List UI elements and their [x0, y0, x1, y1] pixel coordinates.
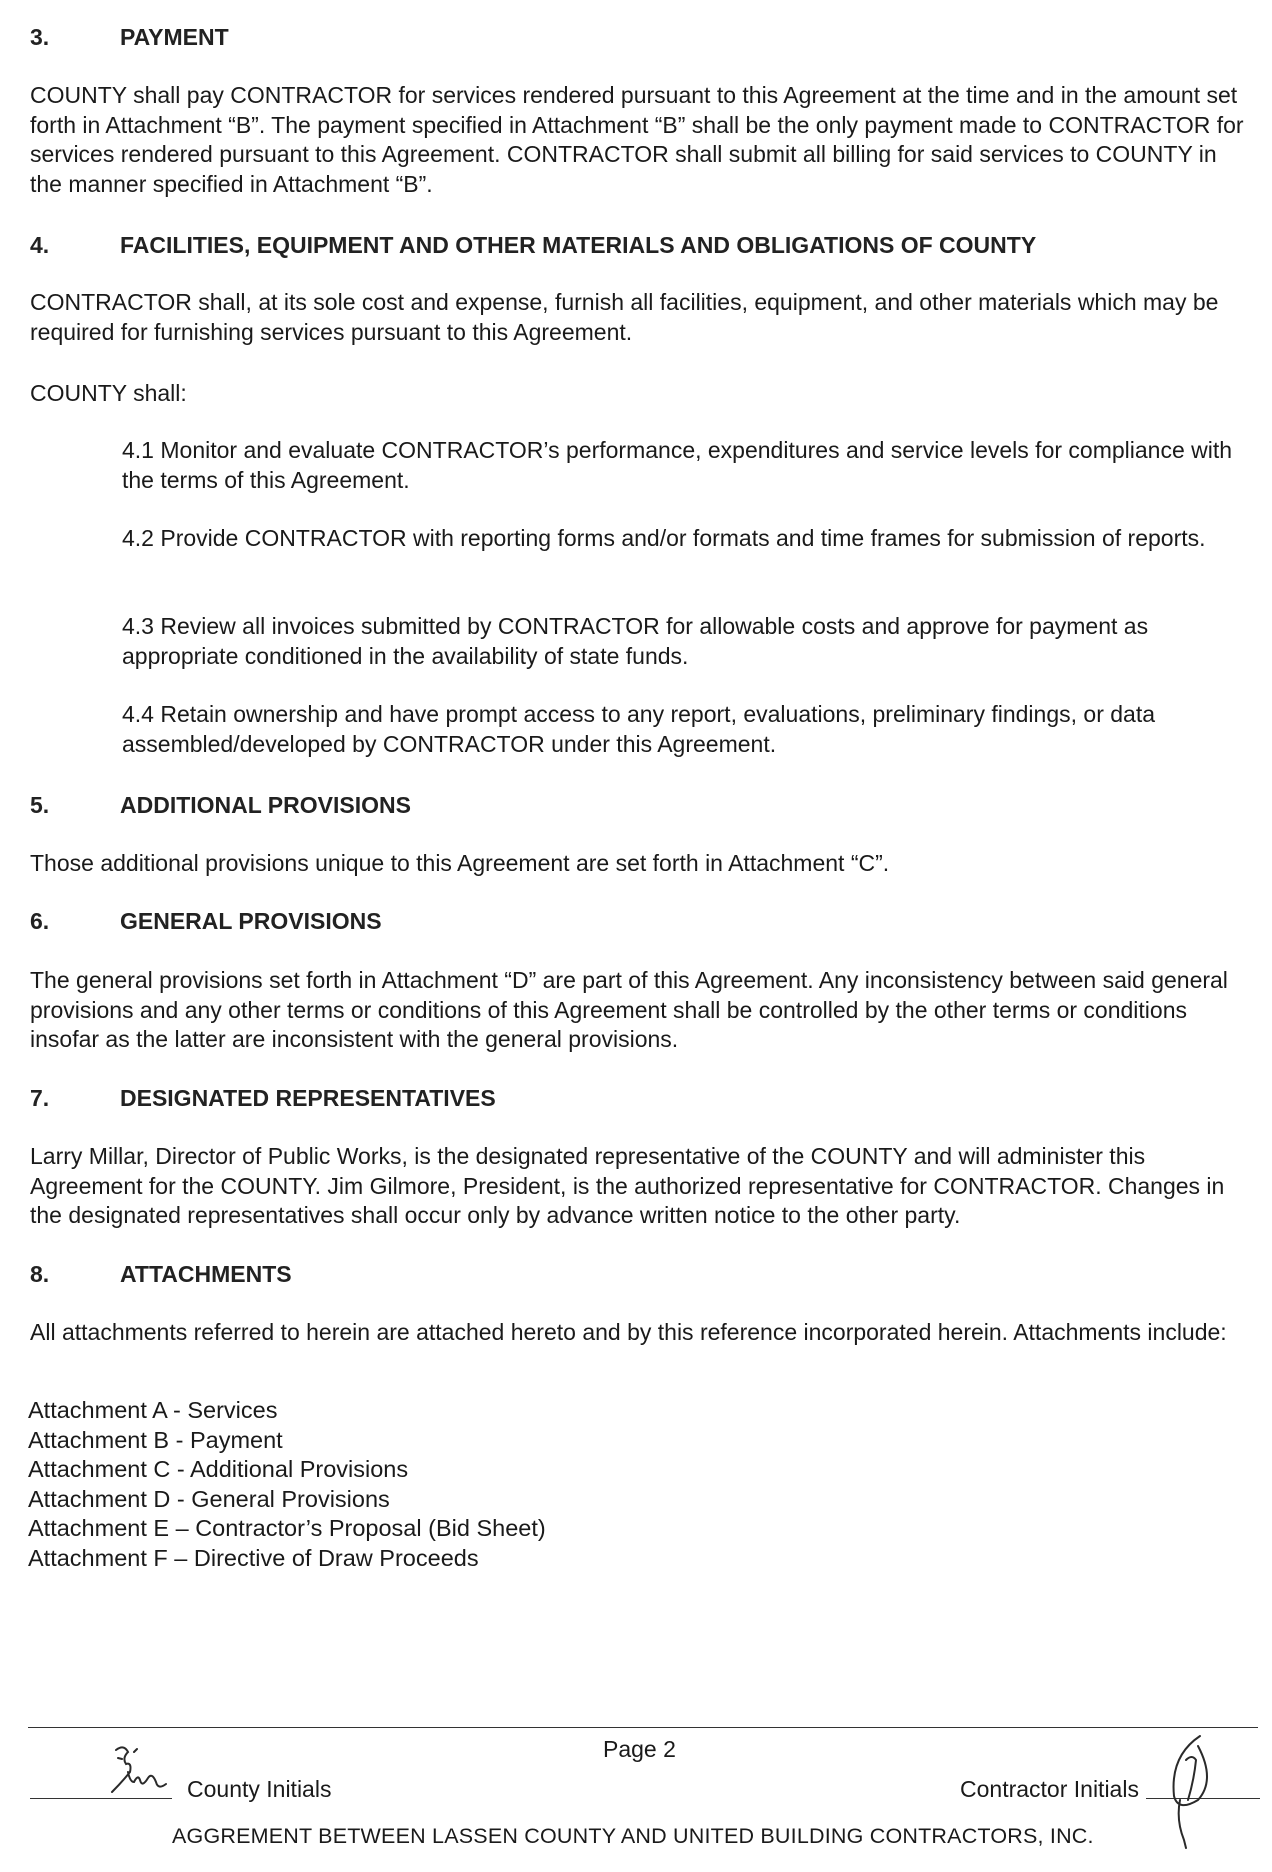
list-item: Attachment C - Additional Provisions [28, 1456, 409, 1482]
agreement-footer-title: AGGREMENT BETWEEN LASSEN COUNTY AND UNITED BUILDING CONTRACTORS, INC. [172, 1824, 1094, 1848]
list-item: 4.3 Review all invoices submitted by CONTRACTOR for allowable costs and approve for payment as appropriate conditioned in the availability of state funds. [122, 613, 1149, 669]
county-shall-label: COUNTY shall: [30, 380, 187, 406]
page-number: Page 2 [603, 1736, 676, 1762]
section-number: 6. [30, 908, 50, 934]
section-title: PAYMENT [120, 24, 229, 50]
section-number: 4. [30, 232, 50, 258]
list-item: 4.4 Retain ownership and have prompt access to any report, evaluations, preliminary findings, or data assembled/developed by CONTRACTOR under this Agreement. [122, 701, 1156, 757]
list-item: Attachment B - Payment [28, 1426, 283, 1453]
contractor-initials-signature [1150, 1730, 1240, 1850]
section-6-paragraph: The general provisions set forth in Attachment “D” are part of this Agreement. Any inconsistency between said general provisions and any other terms or conditions of this Agreement shall be controlled by the other terms or conditions insofar as the latter are inconsistent with the general provisions. [30, 967, 1228, 1052]
section-3-paragraph: COUNTY shall pay CONTRACTOR for services rendered pursuant to this Agreement at the time and in the amount set forth in Attachment “B”. The payment specified in Attachment “B” shall be the only payment made to CONTRACTOR for services rendered pursuant to this Agreement. CONTRACTOR shall submit all billing for said services to COUNTY in the manner specified in Attachment “B”. [30, 82, 1244, 197]
section-3-heading [30, 24, 229, 51]
section-7-heading [30, 1085, 496, 1112]
section-6-heading [30, 908, 382, 935]
section-4-paragraph: CONTRACTOR shall, at its sole cost and expense, furnish all facilities, equipment, and other materials which may be required for furnishing services pursuant to this Agreement. [30, 289, 1219, 345]
section-number: 3. [30, 24, 50, 50]
footer-divider [28, 1727, 1258, 1728]
list-item: 4.1 Monitor and evaluate CONTRACTOR’s performance, expenditures and service levels for compliance with the terms of this Agreement. [122, 437, 1233, 493]
section-5-paragraph: Those additional provisions unique to this Agreement are set forth in Attachment “C”. [30, 850, 890, 876]
section-title: ADDITIONAL PROVISIONS [120, 792, 411, 818]
section-4-heading [30, 232, 1036, 259]
list-item: Attachment E – Contractor’s Proposal (Bid Sheet) [28, 1515, 546, 1541]
section-7-paragraph: Larry Millar, Director of Public Works, is the designated representative of the COUNTY and will administer this Agreement for the COUNTY. Jim Gilmore, President, is the authorized representative for CONTRACTOR. Changes in the designated representatives shall occur only by advance written notice to the other party. [30, 1143, 1225, 1228]
section-title: FACILITIES, EQUIPMENT AND OTHER MATERIALS AND OBLIGATIONS OF COUNTY [120, 232, 1037, 258]
attachments-list [28, 1396, 546, 1573]
section-title: GENERAL PROVISIONS [120, 908, 382, 934]
contractor-initials-label: Contractor Initials [960, 1776, 1139, 1802]
list-item: Attachment A - Services [28, 1397, 278, 1423]
section-title: DESIGNATED REPRESENTATIVES [120, 1085, 496, 1111]
section-title: ATTACHMENTS [120, 1261, 292, 1287]
section-5-heading [30, 792, 411, 819]
list-item: Attachment D - General Provisions [28, 1485, 390, 1512]
section-8-heading [30, 1261, 292, 1288]
section-number: 8. [30, 1261, 50, 1287]
list-item: Attachment F – Directive of Draw Proceeds [28, 1544, 479, 1571]
section-8-paragraph: All attachments referred to herein are attached hereto and by this reference incorporated herein. Attachments include: [30, 1319, 1227, 1345]
list-item: 4.2 Provide CONTRACTOR with reporting forms and/or formats and time frames for submission of reports. [122, 525, 1206, 551]
county-initials-label: County Initials [187, 1776, 332, 1802]
section-number: 7. [30, 1085, 50, 1111]
county-initials-signature [100, 1740, 180, 1806]
section-number: 5. [30, 792, 50, 818]
